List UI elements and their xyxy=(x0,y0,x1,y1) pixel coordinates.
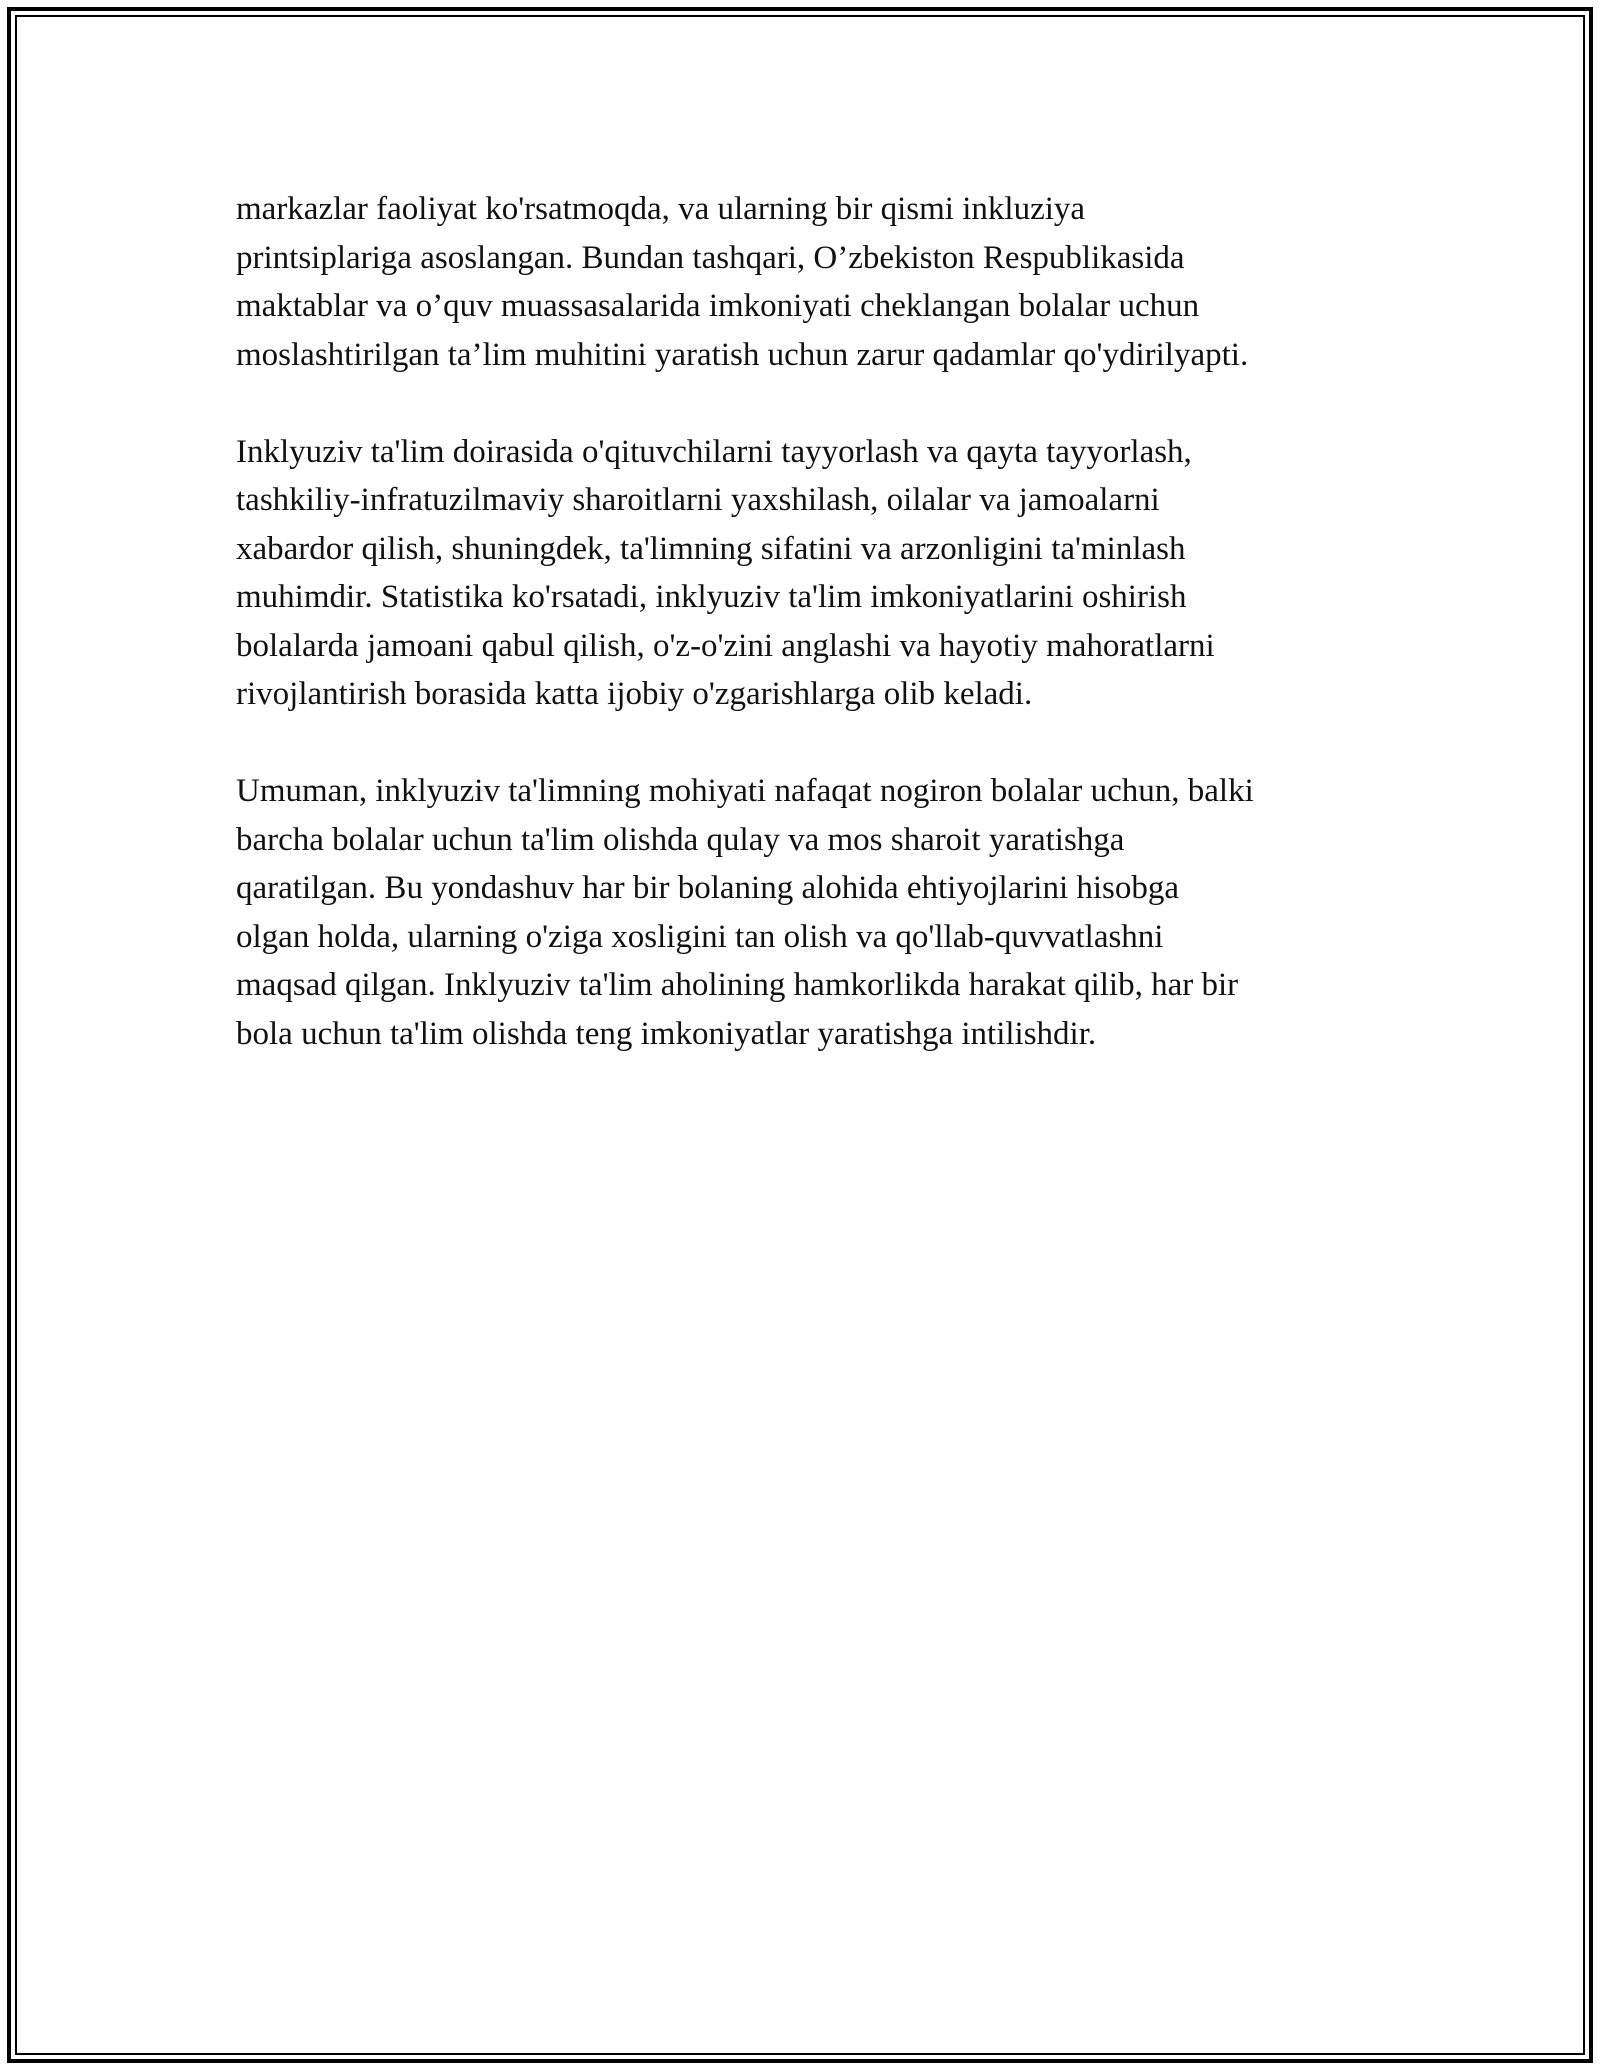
paragraph-1: markazlar faoliyat ko'rsatmoqda, va ularning bir qismi inkluziya printsiplariga asoslangan. Bundan tashqari, O’zbekiston Respublikasida maktablar va o’quv muassasalarida imkoniyati cheklangan bolalar uchun moslashtirilgan ta’lim muhitini yaratish uchun zarur qadamlar qo'ydirilyapti. xyxy=(236,191,1249,373)
document-body xyxy=(236,185,1376,1107)
paragraph-3: Umuman, inklyuziv ta'limning mohiyati nafaqat nogiron bolalar uchun, balki barcha bolalar uchun ta'lim olishda qulay va mos sharoit yaratishga qaratilgan. Bu yondashuv har bir bolaning alohida ehtiyojlarini hisobga olgan holda, ularning o'ziga xosligini tan olish va qo'llab-quvvatlashni maqsad qilgan. Inklyuziv ta'lim aholining hamkorlikda harakat qilib, har bir bola uchun ta'lim olishda teng imkoniyatlar yaratishga intilishdir. xyxy=(236,773,1254,1052)
paragraph-2: Inklyuziv ta'lim doirasida o'qituvchilarni tayyorlash va qayta tayyorlash, tashkiliy-infratuzilmaviy sharoitlarni yaxshilash, oilalar va jamoalarni xabardor qilish, shuningdek, ta'limning sifatini va arzonligini ta'minlash muhimdir. Statistika ko'rsatadi, inklyuziv ta'lim imkoniyatlarini oshirish bolalarda jamoani qabul qilish, o'z-o'zini anglashi va hayotiy mahoratlarni rivojlantirish borasida katta ijobiy o'zgarishlarga olib keladi. xyxy=(236,433,1215,712)
